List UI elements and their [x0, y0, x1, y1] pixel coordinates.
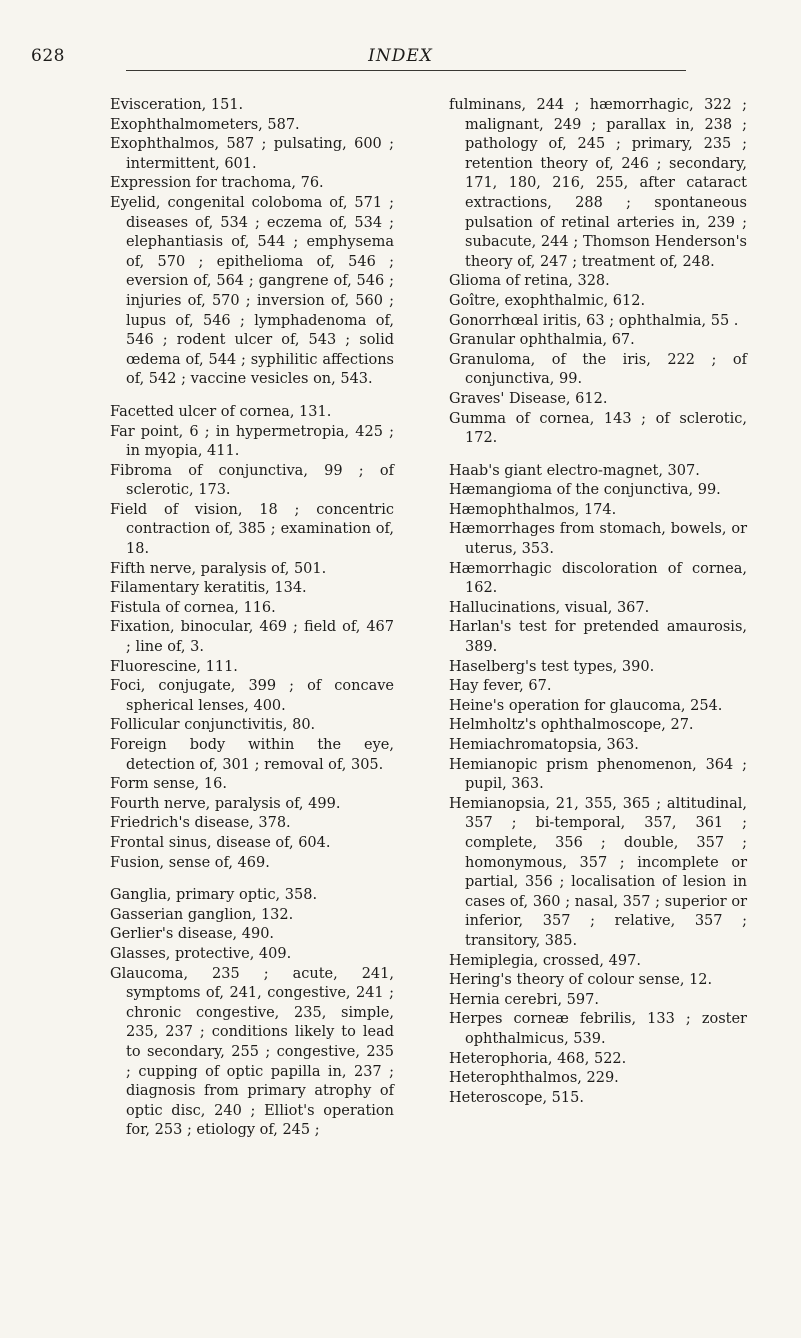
index-entry: Hemiachromatopsia, 363. [449, 737, 639, 753]
index-entry: Fixation, binocular, 469 ; field of, 467 ; line of, 3. [110, 619, 394, 656]
index-entry: Field of vision, 18 ; concentric contraction of, 385 ; examination of, 18. [110, 501, 394, 558]
index-column-left [110, 96, 394, 1141]
index-entry: Hæmangioma of the conjunctiva, 99. [449, 482, 721, 499]
index-entry: Ganglia, primary optic, 358. [110, 887, 318, 904]
index-entry: Far point, 6 ; in hypermetropia, 425 ; in myopia, 411. [110, 423, 394, 460]
index-entry: Heterophoria, 468, 522. [449, 1050, 627, 1067]
index-entry: Exophthalmos, 587 ; pulsating, 600 ; intermittent, 601. [110, 136, 394, 172]
index-entry: Glaucoma, 235 ; acute, 241, symptoms of, 241, congestive, 241 ; chronic congestive, 235, simple, 235, 237 ; conditions likely to lead to secondary, 255 ; congestive, 235 ; cupping of optic papilla in, 237 ; diagnosis from primary atrophy of optic disc, 240 ; Elliot's operation for, 253 ; etiology of, 245 ; [110, 965, 394, 1139]
running-title: INDEX [368, 46, 433, 66]
index-entry: Fistula of cornea, 116. [110, 599, 276, 616]
index-entry: Hemianopsia, 21, 355, 365 ; altitudinal, 357 ; bi-temporal, 357, 361 ; complete, 356 ; double, 357 ; homonymous, 357 ; incomplete or partial, 356 ; localisation of lesion in cases of, 360 ; nasal, 357 ; superior or inferior, 357 ; relative, 357 ; transitory, 385. [449, 795, 747, 949]
index-entry: Hæmorrhages from stomach, bowels, or uterus, 353. [449, 521, 747, 558]
index-entry: Graves' Disease, 612. [449, 390, 608, 407]
index-entry: Glasses, protective, 409. [110, 945, 292, 962]
index-entry: Fibroma of conjunctiva, 99 ; of sclerotic, 173. [110, 462, 394, 499]
index-entry: Fourth nerve, paralysis of, 499. [110, 795, 341, 812]
index-entry: fulminans, 244 ; hæmorrhagic, 322 ; malignant, 249 ; parallax in, 238 ; pathology of, 245 ; primary, 235 ; retention theory of, 246 ; secondary, 171, 180, 216, 255, after cataract extractions, 288 ; spontaneous pulsation of retinal arteries in, 239 ; subacute, 244 ; Thomson Henderson's theory of, 247 ; treatment of, 248. [449, 97, 747, 270]
index-entry: Heine's operation for glaucoma, 254. [449, 697, 723, 714]
index-entry: Hernia cerebri, 597. [449, 991, 599, 1008]
index-entry: Haselberg's test types, 390. [449, 658, 655, 675]
index-entry: Fluorescine, 111. [110, 658, 238, 675]
index-column-right [449, 96, 747, 1108]
index-entry: Follicular conjunctivitis, 80. [110, 717, 316, 734]
index-entry: Helmholtz's ophthalmoscope, 27. [449, 717, 694, 734]
page-header [0, 46, 801, 76]
page-number: 628 [31, 46, 65, 66]
index-entry: Friedrich's disease, 378. [110, 815, 291, 832]
index-entry: Hallucinations, visual, 367. [449, 599, 650, 616]
index-entry: Haab's giant electro-magnet, 307. [449, 462, 700, 479]
index-entry: Fifth nerve, paralysis of, 501. [110, 560, 327, 577]
index-entry: Hemianopic prism phenomenon, 364 ; pupil, 363. [449, 756, 747, 793]
index-entry: Gerlier's disease, 490. [110, 926, 275, 943]
index-entry: Eyelid, congenital coloboma of, 571 ; diseases of, 534 ; eczema of, 534 ; elephantiasis of, 544 ; emphysema of, 570 ; epithelioma of, 546 ; eversion of, 564 ; gangrene of, 546 ; injuries of, 570 ; inversion of, 560 ; lupus of, 546 ; lymphadenoma of, 546 ; rodent ulcer of, 543 ; solid œdema of, 544 ; syphilitic affections of, 542 ; vaccine vesicles on, 543. [110, 194, 394, 388]
index-entry: Hæmophthalmos, 174. [449, 501, 617, 518]
header-rule [126, 70, 686, 71]
index-entry: Heterophthalmos, 229. [449, 1070, 619, 1087]
index-entry: Exophthalmometers, 587. [110, 116, 300, 133]
index-entry: Harlan's test for pretended amaurosis, 389. [449, 619, 747, 656]
index-entry: Evisceration, 151. [110, 97, 244, 113]
index-entry: Gonorrhœal iritis, 63 ; ophthalmia, 55 . [449, 312, 739, 329]
index-entry: Fusion, sense of, 469. [110, 854, 270, 871]
index-entry: Expression for trachoma, 76. [110, 175, 324, 192]
index-entry: Foreign body within the eye, detection of, 301 ; removal of, 305. [110, 737, 394, 773]
index-entry: Frontal sinus, disease of, 604. [110, 834, 331, 851]
index-entry: Foci, conjugate, 399 ; of concave spherical lenses, 400. [110, 678, 394, 714]
index-entry: Granuloma, of the iris, 222 ; of conjunctiva, 99. [449, 351, 747, 388]
index-entry: Gasserian ganglion, 132. [110, 906, 294, 923]
index-entry: Form sense, 16. [110, 776, 227, 793]
index-entry: Hæmorrhagic discoloration of cornea, 162. [449, 560, 747, 597]
index-entry: Goître, exophthalmic, 612. [449, 292, 646, 309]
index-entry: Hay fever, 67. [449, 678, 552, 695]
index-entry: Herpes corneæ febrilis, 133 ; zoster ophthalmicus, 539. [449, 1011, 747, 1047]
index-entry: Facetted ulcer of cornea, 131. [110, 403, 332, 420]
index-entry: Granular ophthalmia, 67. [449, 332, 635, 349]
index-entry: Filamentary keratitis, 134. [110, 580, 307, 597]
index-entry: Heteroscope, 515. [449, 1089, 584, 1106]
index-entry: Glioma of retina, 328. [449, 273, 610, 290]
index-entry: Hering's theory of colour sense, 12. [449, 972, 713, 989]
index-entry: Hemiplegia, crossed, 497. [449, 952, 641, 969]
index-entry: Gumma of cornea, 143 ; of sclerotic, 172. [449, 410, 747, 447]
